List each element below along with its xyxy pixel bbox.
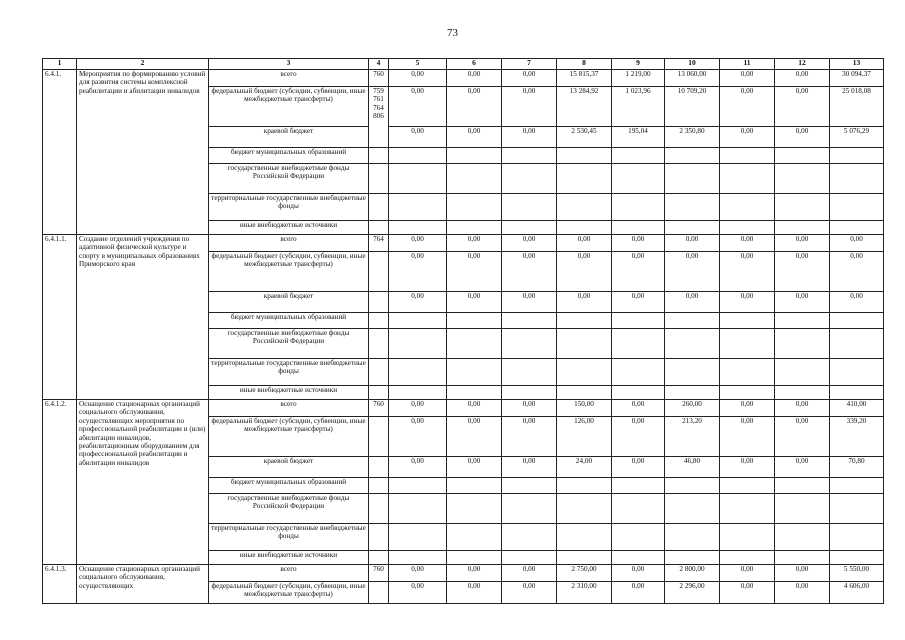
funding-source: иные внебюджетные источники <box>209 386 369 400</box>
value-cell <box>775 359 830 386</box>
header-row <box>43 59 884 70</box>
value-cell <box>830 359 884 386</box>
value-cell: 0,00 <box>502 292 557 313</box>
value-cell: 0,00 <box>775 565 830 582</box>
value-cell: 1 023,96 <box>612 87 665 127</box>
value-cell: 0,00 <box>775 292 830 313</box>
funding-source: иные внебюджетные источники <box>209 551 369 565</box>
table-row <box>43 235 884 252</box>
value-cell <box>557 551 612 565</box>
value-cell: 0,00 <box>389 252 447 292</box>
row-name: Оснащение стационарных организаций социального обслуживания, осуществляющих <box>77 565 209 604</box>
funding-source: территориальные государственные внебюджетные фонды <box>209 359 369 386</box>
value-cell: 0,00 <box>389 417 447 457</box>
value-cell <box>830 194 884 221</box>
value-cell <box>720 164 775 194</box>
value-cell <box>502 329 557 359</box>
value-cell <box>502 164 557 194</box>
value-cell <box>720 329 775 359</box>
value-cell <box>720 494 775 524</box>
value-cell <box>557 478 612 494</box>
value-cell: 70,80 <box>830 457 884 478</box>
value-cell: 213,20 <box>665 417 720 457</box>
value-cell <box>389 359 447 386</box>
funding-source: всего <box>209 565 369 582</box>
value-cell <box>775 164 830 194</box>
value-cell <box>830 551 884 565</box>
value-cell <box>775 494 830 524</box>
value-cell <box>447 164 502 194</box>
value-cell <box>612 386 665 400</box>
value-cell <box>665 524 720 551</box>
column-header: 12 <box>775 59 830 70</box>
value-cell: 260,00 <box>665 400 720 417</box>
value-cell: 0,00 <box>389 565 447 582</box>
value-cell <box>612 194 665 221</box>
value-cell: 24,00 <box>557 457 612 478</box>
column-header: 13 <box>830 59 884 70</box>
value-cell: 0,00 <box>502 70 557 87</box>
funding-source: краевой бюджет <box>209 457 369 478</box>
value-cell <box>502 194 557 221</box>
value-cell <box>557 164 612 194</box>
budget-code <box>369 164 389 194</box>
value-cell: 0,00 <box>389 87 447 127</box>
value-cell <box>612 359 665 386</box>
value-cell: 195,04 <box>612 127 665 148</box>
value-cell <box>612 164 665 194</box>
value-cell: 0,00 <box>447 235 502 252</box>
value-cell: 4 606,00 <box>830 582 884 604</box>
value-cell <box>612 313 665 329</box>
value-cell: 0,00 <box>389 70 447 87</box>
value-cell: 0,00 <box>720 292 775 313</box>
value-cell <box>447 313 502 329</box>
value-cell <box>389 524 447 551</box>
value-cell: 2 530,45 <box>557 127 612 148</box>
budget-code: 764 <box>369 235 389 252</box>
column-header: 4 <box>369 59 389 70</box>
row-name: Создание отделений учреждения по адаптивной физической культуре и спорту в муниципальных образованиях Приморского края <box>77 235 209 400</box>
funding-source: территориальные государственные внебюджетные фонды <box>209 194 369 221</box>
budget-code <box>369 494 389 524</box>
value-cell <box>720 313 775 329</box>
value-cell <box>389 221 447 235</box>
value-cell <box>830 494 884 524</box>
value-cell: 0,00 <box>612 252 665 292</box>
budget-code: 760 <box>369 400 389 417</box>
value-cell <box>665 494 720 524</box>
budget-code <box>369 313 389 329</box>
value-cell: 0,00 <box>447 292 502 313</box>
value-cell <box>612 329 665 359</box>
budget-code: 760 <box>369 565 389 582</box>
column-header: 9 <box>612 59 665 70</box>
value-cell: 0,00 <box>612 292 665 313</box>
value-cell: 0,00 <box>612 457 665 478</box>
value-cell: 0,00 <box>389 235 447 252</box>
column-header: 1 <box>43 59 77 70</box>
value-cell: 339,20 <box>830 417 884 457</box>
value-cell: 25 018,08 <box>830 87 884 127</box>
value-cell: 2 296,00 <box>665 582 720 604</box>
value-cell: 1 219,00 <box>612 70 665 87</box>
value-cell <box>557 329 612 359</box>
budget-code: 759 761 764 806 <box>369 87 389 148</box>
row-code: 6.4.1. <box>43 70 77 235</box>
value-cell <box>830 221 884 235</box>
value-cell <box>447 194 502 221</box>
value-cell: 0,00 <box>557 235 612 252</box>
value-cell: 13 060,00 <box>665 70 720 87</box>
value-cell <box>775 194 830 221</box>
value-cell: 2 750,00 <box>557 565 612 582</box>
value-cell: 0,00 <box>612 235 665 252</box>
value-cell: 2 310,00 <box>557 582 612 604</box>
value-cell <box>557 386 612 400</box>
value-cell: 0,00 <box>665 235 720 252</box>
value-cell: 0,00 <box>775 457 830 478</box>
value-cell <box>720 194 775 221</box>
value-cell: 0,00 <box>447 87 502 127</box>
value-cell <box>720 478 775 494</box>
value-cell <box>502 359 557 386</box>
row-code: 6.4.1.3. <box>43 565 77 604</box>
value-cell <box>830 329 884 359</box>
row-name: Мероприятия по формированию условий для развития системы комплексной реабилитации и абилитации инвалидов <box>77 70 209 235</box>
value-cell <box>665 386 720 400</box>
value-cell: 0,00 <box>830 252 884 292</box>
funding-source: бюджет муниципальных образований <box>209 313 369 329</box>
value-cell <box>502 148 557 164</box>
row-code: 6.4.1.1. <box>43 235 77 400</box>
funding-source: иные внебюджетные источники <box>209 221 369 235</box>
value-cell <box>720 359 775 386</box>
value-cell: 0,00 <box>502 457 557 478</box>
budget-code <box>369 551 389 565</box>
value-cell: 0,00 <box>775 417 830 457</box>
row-name: Оснащение стационарных организаций социального обслуживания, осуществляющих мероприятия по профессиональной реабилитации и (или) абилитации инвалидов, реабилитационным оборудованием для профессиональной реабилитации и абилитации инвалидов <box>77 400 209 565</box>
column-header: 10 <box>665 59 720 70</box>
value-cell: 5 550,00 <box>830 565 884 582</box>
value-cell: 0,00 <box>720 235 775 252</box>
funding-source: всего <box>209 70 369 87</box>
value-cell: 0,00 <box>447 70 502 87</box>
value-cell <box>665 194 720 221</box>
value-cell <box>502 478 557 494</box>
budget-code <box>369 524 389 551</box>
value-cell: 5 076,29 <box>830 127 884 148</box>
column-header: 8 <box>557 59 612 70</box>
value-cell <box>830 478 884 494</box>
funding-source: государственные внебюджетные фонды Российской Федерации <box>209 164 369 194</box>
budget-table <box>42 58 884 604</box>
value-cell: 0,00 <box>502 87 557 127</box>
value-cell: 150,00 <box>557 400 612 417</box>
value-cell <box>447 221 502 235</box>
value-cell <box>557 194 612 221</box>
value-cell <box>389 194 447 221</box>
value-cell <box>447 478 502 494</box>
column-header: 7 <box>502 59 557 70</box>
value-cell: 15 815,37 <box>557 70 612 87</box>
value-cell <box>665 478 720 494</box>
value-cell: 0,00 <box>720 582 775 604</box>
value-cell <box>389 551 447 565</box>
budget-code: 760 <box>369 70 389 87</box>
value-cell <box>502 221 557 235</box>
value-cell <box>775 386 830 400</box>
value-cell <box>665 329 720 359</box>
budget-code <box>369 359 389 386</box>
table-row <box>43 565 884 582</box>
value-cell: 0,00 <box>775 252 830 292</box>
value-cell: 0,00 <box>830 292 884 313</box>
value-cell: 0,00 <box>389 582 447 604</box>
value-cell <box>389 386 447 400</box>
budget-code <box>369 417 389 457</box>
value-cell: 30 094,37 <box>830 70 884 87</box>
value-cell: 0,00 <box>447 127 502 148</box>
funding-source: бюджет муниципальных образований <box>209 148 369 164</box>
funding-source: государственные внебюджетные фонды Российской Федерации <box>209 329 369 359</box>
value-cell <box>612 148 665 164</box>
value-cell: 0,00 <box>557 292 612 313</box>
value-cell <box>775 478 830 494</box>
value-cell <box>665 148 720 164</box>
value-cell: 0,00 <box>775 400 830 417</box>
value-cell <box>389 478 447 494</box>
value-cell: 46,80 <box>665 457 720 478</box>
value-cell: 0,00 <box>447 457 502 478</box>
value-cell: 0,00 <box>720 252 775 292</box>
value-cell: 0,00 <box>665 252 720 292</box>
value-cell: 0,00 <box>447 565 502 582</box>
value-cell <box>720 551 775 565</box>
value-cell <box>720 524 775 551</box>
value-cell: 0,00 <box>720 565 775 582</box>
value-cell <box>665 164 720 194</box>
value-cell: 410,00 <box>830 400 884 417</box>
value-cell <box>557 221 612 235</box>
value-cell <box>612 478 665 494</box>
value-cell <box>447 524 502 551</box>
funding-source: всего <box>209 235 369 252</box>
value-cell <box>557 524 612 551</box>
value-cell <box>557 148 612 164</box>
value-cell <box>502 524 557 551</box>
value-cell: 0,00 <box>502 417 557 457</box>
value-cell <box>830 164 884 194</box>
value-cell: 0,00 <box>502 252 557 292</box>
funding-source: федеральный бюджет (субсидии, субвенции, иные межбюджетные трансферты) <box>209 417 369 457</box>
budget-code <box>369 194 389 221</box>
value-cell <box>830 148 884 164</box>
value-cell <box>830 524 884 551</box>
value-cell <box>447 329 502 359</box>
value-cell: 0,00 <box>665 292 720 313</box>
value-cell: 0,00 <box>389 292 447 313</box>
value-cell <box>775 551 830 565</box>
value-cell <box>665 221 720 235</box>
value-cell <box>557 313 612 329</box>
value-cell <box>665 359 720 386</box>
value-cell: 0,00 <box>389 457 447 478</box>
value-cell <box>389 313 447 329</box>
value-cell: 0,00 <box>502 235 557 252</box>
value-cell <box>830 386 884 400</box>
value-cell: 0,00 <box>775 235 830 252</box>
funding-source: бюджет муниципальных образований <box>209 478 369 494</box>
value-cell <box>502 313 557 329</box>
value-cell <box>557 359 612 386</box>
value-cell <box>665 313 720 329</box>
value-cell <box>775 329 830 359</box>
value-cell <box>720 148 775 164</box>
budget-code <box>369 582 389 604</box>
value-cell: 0,00 <box>502 400 557 417</box>
value-cell <box>502 494 557 524</box>
value-cell <box>775 221 830 235</box>
value-cell <box>612 551 665 565</box>
value-cell: 0,00 <box>502 565 557 582</box>
value-cell <box>502 386 557 400</box>
value-cell <box>775 524 830 551</box>
funding-source: федеральный бюджет (субсидии, субвенции, иные межбюджетные трансферты) <box>209 252 369 292</box>
budget-code <box>369 329 389 359</box>
value-cell: 0,00 <box>830 235 884 252</box>
value-cell: 0,00 <box>720 127 775 148</box>
value-cell <box>389 164 447 194</box>
value-cell: 0,00 <box>447 252 502 292</box>
value-cell: 0,00 <box>720 457 775 478</box>
value-cell <box>665 551 720 565</box>
value-cell <box>502 551 557 565</box>
column-header: 5 <box>389 59 447 70</box>
value-cell: 2 800,00 <box>665 565 720 582</box>
value-cell <box>720 221 775 235</box>
budget-code <box>369 386 389 400</box>
budget-code <box>369 457 389 478</box>
value-cell <box>557 494 612 524</box>
value-cell: 0,00 <box>389 127 447 148</box>
value-cell <box>775 148 830 164</box>
funding-source: всего <box>209 400 369 417</box>
value-cell <box>447 148 502 164</box>
budget-code <box>369 292 389 313</box>
table-row <box>43 70 884 87</box>
value-cell <box>720 386 775 400</box>
value-cell <box>447 386 502 400</box>
value-cell: 10 709,20 <box>665 87 720 127</box>
value-cell: 0,00 <box>775 127 830 148</box>
budget-code <box>369 221 389 235</box>
funding-source: федеральный бюджет (субсидии, субвенции, иные межбюджетные трансферты) <box>209 87 369 127</box>
funding-source: государственные внебюджетные фонды Российской Федерации <box>209 494 369 524</box>
value-cell: 0,00 <box>612 565 665 582</box>
value-cell: 0,00 <box>502 582 557 604</box>
value-cell: 0,00 <box>447 417 502 457</box>
budget-code <box>369 252 389 292</box>
value-cell: 0,00 <box>612 582 665 604</box>
value-cell <box>447 551 502 565</box>
value-cell: 0,00 <box>720 70 775 87</box>
funding-source: краевой бюджет <box>209 127 369 148</box>
funding-source: краевой бюджет <box>209 292 369 313</box>
value-cell <box>389 329 447 359</box>
value-cell: 0,00 <box>502 127 557 148</box>
table-row <box>43 400 884 417</box>
column-header: 11 <box>720 59 775 70</box>
value-cell <box>389 148 447 164</box>
value-cell: 13 284,92 <box>557 87 612 127</box>
value-cell: 0,00 <box>775 70 830 87</box>
value-cell <box>775 313 830 329</box>
value-cell <box>389 494 447 524</box>
value-cell: 0,00 <box>612 417 665 457</box>
value-cell: 0,00 <box>720 87 775 127</box>
value-cell: 0,00 <box>612 400 665 417</box>
value-cell: 126,00 <box>557 417 612 457</box>
page-number: 73 <box>447 27 458 39</box>
value-cell <box>612 221 665 235</box>
value-cell: 0,00 <box>389 400 447 417</box>
budget-code <box>369 478 389 494</box>
value-cell: 0,00 <box>720 417 775 457</box>
value-cell <box>447 494 502 524</box>
value-cell: 0,00 <box>447 400 502 417</box>
value-cell: 0,00 <box>775 87 830 127</box>
funding-source: территориальные государственные внебюджетные фонды <box>209 524 369 551</box>
value-cell: 0,00 <box>720 400 775 417</box>
value-cell <box>612 524 665 551</box>
value-cell: 0,00 <box>775 582 830 604</box>
column-header: 2 <box>77 59 209 70</box>
funding-source: федеральный бюджет (субсидии, субвенции, иные межбюджетные трансферты) <box>209 582 369 604</box>
value-cell: 2 350,80 <box>665 127 720 148</box>
value-cell <box>612 494 665 524</box>
column-header: 3 <box>209 59 369 70</box>
row-code: 6.4.1.2. <box>43 400 77 565</box>
value-cell: 0,00 <box>557 252 612 292</box>
budget-code <box>369 148 389 164</box>
column-header: 6 <box>447 59 502 70</box>
value-cell: 0,00 <box>447 582 502 604</box>
value-cell <box>830 313 884 329</box>
value-cell <box>447 359 502 386</box>
